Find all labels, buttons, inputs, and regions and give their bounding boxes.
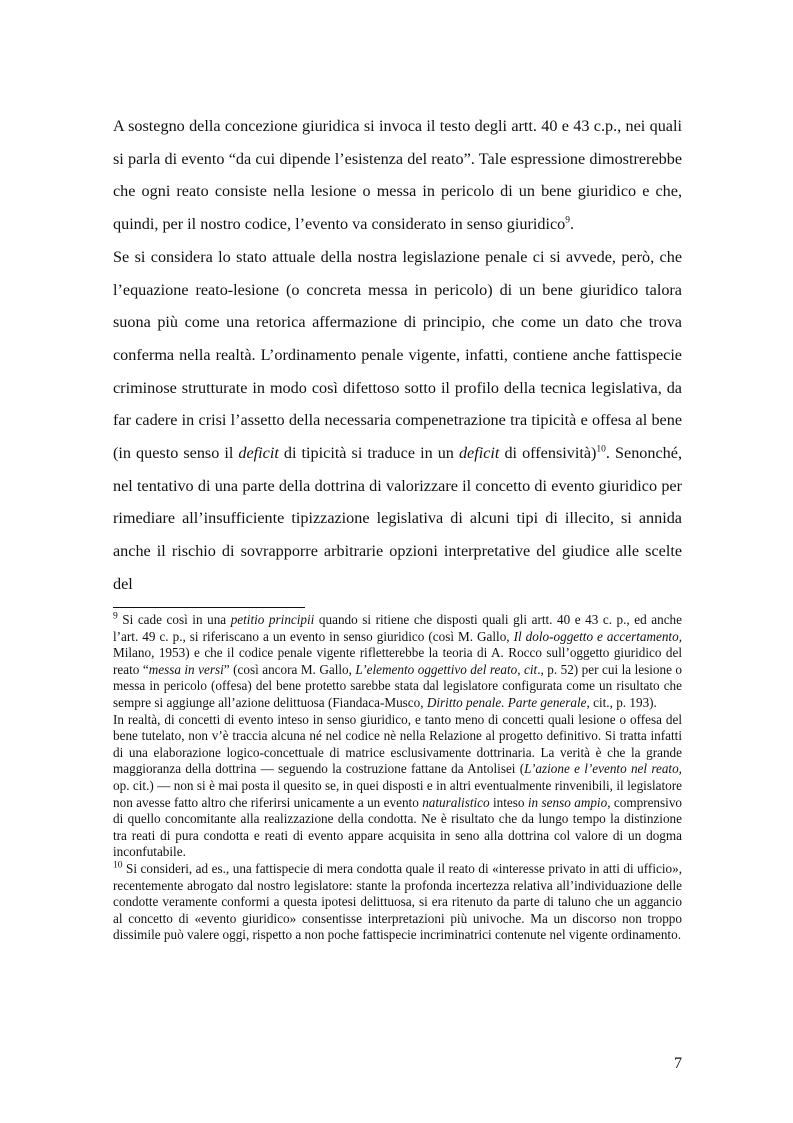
text-run: di offensività) [499,444,597,463]
text-run: inteso [489,794,528,810]
footnote-9-continued [113,712,682,861]
text-run: Si cade così in una [117,612,231,627]
text-run: Se si considera lo stato attuale della nostra legislazione penale ci si avvede, però, che l’equazione reato-lesione (o concreta messa in pericolo) di un bene giuridico talora suona più come una retorica affermazione di principio, che come un dato che trova conferma nella realtà. L’ordinamento penale vigente, infatti, contiene anche fattispecie criminose strutturate in modo così difettoso sotto il profilo della tecnica legislativa, da far cadere in crisi l’assetto della necessaria compenetrazione tra tipicità e offesa al bene (in questo senso il [113,247,682,463]
paragraph-2 [113,241,682,601]
text-run: Si consideri, ad es., una fattispecie di mera condotta quale il reato di «interesse privato in atti di ufficio», recentemente abrogato dal nostro legislatore: stante la profonda incertezza relativa all’individuazione delle condotte veramente conformi a questa ipotesi delittuosa, si era ritenuto da parte di taluno che un aggancio al concetto di «evento giuridico» consentisse interpretazioni più univoche. Ma un discorso non troppo dissimile può valere oggi, rispetto a non poche fattispecie incriminatrici contenute nel vigente ordinamento. [113,860,682,943]
footnote-separator [113,607,305,608]
italic-title: Diritto penale. Parte generale [426,694,587,710]
italic-title: L’azione e l’evento nel reato, [524,761,682,777]
italic-term: deficit [458,444,500,463]
paragraph-1 [113,110,682,241]
text-run: . Senonché, nel tentativo di una parte della dottrina di valorizzare il concetto di evento giuridico per rimediare all’insufficiente tipizzazione legislativa di alcuni tipi di illecito, si annida anche il rischio di sovrapporre arbitrarie opzioni interpretative del giudice alle scelte del [113,444,682,593]
page-number: 7 [674,1055,682,1072]
italic-term: messa in versi [148,661,224,677]
text-run: ” (così ancora M. Gallo, [223,661,356,677]
footnote-number-9: 9 [113,611,118,622]
text-run: , cit., p. 193). [586,694,657,710]
footnote-10 [113,861,682,944]
italic-title: Il dolo-oggetto e accertamento [513,628,679,644]
body-text [113,110,682,601]
footnote-number-10: 10 [113,860,123,871]
text-run: , Milano, 1953) e che il codice penale vigente rifletterebbe la teoria di A. Rocco sull’oggetto giuridico del reato “ [113,628,682,677]
italic-term: deficit [238,444,279,463]
italic-term: in senso ampio, [527,794,611,810]
footnotes [113,612,682,944]
italic-term: naturalistico [422,794,490,810]
text-run: di tipicità si traduce in un [278,444,459,463]
text-run: In realtà, di concetti di evento inteso in senso giuridico, e tanto meno di concetti quali lesione o offesa del bene tutelato, non v’è traccia alcuna né nel codice nè nella Relazione al progetto definitivo. Si tratta infatti di una elaborazione logico-concettuale di matrice esclusivamente dottrinaria. La verità è che la grande maggioranza della dottrina — seguendo la costruzione fattane da Antolisei ( [113,711,682,777]
footnote-ref-9[interactable]: 9 [565,215,570,226]
text-run: A sostegno della concezione giuridica si invoca il testo degli artt. 40 e 43 c.p., nei quali si parla di evento “da cui dipende l’esistenza del reato”. Tale espressione dimostrerebbe che ogni reato consiste nella lesione o messa in pericolo di un bene giuridico e che, quindi, per il nostro codice, l’evento va considerato in senso giuridico [113,117,682,234]
text-run: op. cit.) — non si è mai posta il quesito se, in quei disposti e in altri eventualmente rinvenibili, il legislatore non avesse fatto altro che riferirsi unicamente a un evento [113,777,682,810]
text-run: comprensivo di quello concomitante alla realizzazione della condotta. Ne è risultato che da lungo tempo la distinzione tra reati di pura condotta e reati di evento appare acquisita in seno alla dottrina col valore di un dogma inconfutabile. [113,794,683,860]
text-run: quando si ritiene che disposti quali gli artt. 40 e 43 c. p., ed anche l’art. 49 c. p., si riferiscano a un evento in senso giuridico (così M. Gallo, [113,612,683,644]
italic-term: petitio principii [230,612,315,627]
text-run: . [570,215,575,234]
text-run: ., p. 52) per cui la lesione o messa in pericolo (offesa) del bene protetto sarebbe stata dal legislatore configurata come un risultato che sempre si aggiunge all’azione delittuosa (Fiandaca-Musco, [113,661,682,710]
italic-title: L’elemento oggettivo del reato [355,661,518,677]
footnote-9 [113,612,682,712]
italic-term: cit [524,661,538,677]
footnote-ref-10[interactable]: 10 [596,444,606,455]
text-run: , [517,661,524,677]
